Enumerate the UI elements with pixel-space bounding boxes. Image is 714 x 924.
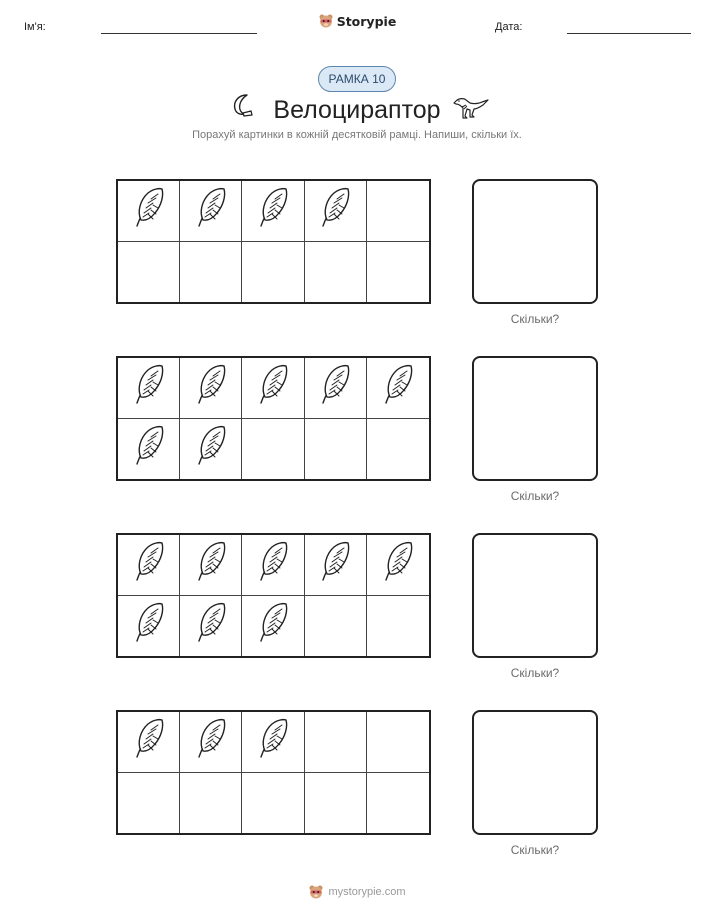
feather-icon <box>255 540 291 589</box>
answer-box-1[interactable] <box>472 179 598 304</box>
ten-frame-cell <box>305 773 367 834</box>
feather-icon <box>193 601 229 650</box>
storypie-bear-icon <box>308 884 324 900</box>
ten-frame-2 <box>116 356 431 481</box>
ten-frame-cell <box>305 535 367 596</box>
ten-frame-cell <box>180 596 242 657</box>
footer-website[interactable]: mystorypie.com <box>328 886 406 898</box>
ten-frame-cell <box>118 358 180 419</box>
ten-frame-cell <box>180 181 242 242</box>
brand-name: Storypie <box>336 13 397 29</box>
feather-icon <box>317 363 353 412</box>
feather-icon <box>317 540 353 589</box>
ten-frame-cell <box>118 596 180 657</box>
ten-frame-cell <box>118 419 180 480</box>
answer-label: Скільки? <box>510 489 560 503</box>
feather-icon <box>193 717 229 766</box>
feather-icon <box>131 540 167 589</box>
ten-frame-cell <box>305 419 367 480</box>
ten-frame-cell <box>367 712 429 773</box>
feather-icon <box>131 601 167 650</box>
ten-frame-cell <box>118 535 180 596</box>
ten-frame-cell <box>118 242 180 303</box>
answer-label: Скільки? <box>510 312 560 326</box>
feather-icon <box>193 424 229 473</box>
ten-frame-cell <box>242 358 304 419</box>
velociraptor-icon <box>452 92 490 120</box>
ten-frame-4 <box>116 710 431 835</box>
feather-icon <box>255 186 291 235</box>
frame-badge: РАМКА 10 <box>318 66 396 92</box>
ten-frame-3 <box>116 533 431 658</box>
feather-icon <box>131 424 167 473</box>
name-label: Ім'я: <box>24 21 46 33</box>
brand-logo <box>0 13 714 29</box>
answer-label: Скільки? <box>510 666 560 680</box>
answer-box-3[interactable] <box>472 533 598 658</box>
ten-frame-cell <box>242 596 304 657</box>
feather-icon <box>255 717 291 766</box>
ten-frame-cell <box>118 181 180 242</box>
ten-frame-cell <box>367 181 429 242</box>
answer-box-4[interactable] <box>472 710 598 835</box>
feather-icon <box>193 540 229 589</box>
ten-frame-cell <box>305 358 367 419</box>
ten-frame-cell <box>305 712 367 773</box>
ten-frame-cell <box>242 242 304 303</box>
ten-frame-cell <box>305 181 367 242</box>
feather-icon <box>380 363 416 412</box>
instructions: Порахуй картинки в кожній десятковій рамці. Напиши, скільки їх. <box>192 129 522 141</box>
ten-frame-cell <box>367 535 429 596</box>
ten-frame-cell <box>242 181 304 242</box>
date-line[interactable] <box>567 33 691 34</box>
ten-frame-cell <box>118 712 180 773</box>
name-line[interactable] <box>101 33 257 34</box>
ten-frame-cell <box>242 535 304 596</box>
footer <box>0 884 714 900</box>
feather-icon <box>131 363 167 412</box>
answer-box-2[interactable] <box>472 356 598 481</box>
ten-frame-cell <box>180 242 242 303</box>
feather-icon <box>131 186 167 235</box>
ten-frame-cell <box>305 242 367 303</box>
feather-icon <box>131 717 167 766</box>
ten-frame-cell <box>180 773 242 834</box>
feather-icon <box>255 601 291 650</box>
ten-frame-1 <box>116 179 431 304</box>
ten-frame-cell <box>367 773 429 834</box>
ten-frame-cell <box>118 773 180 834</box>
ten-frame-cell <box>242 773 304 834</box>
ten-frame-cell <box>305 596 367 657</box>
feather-icon <box>380 540 416 589</box>
feather-icon <box>193 363 229 412</box>
worksheet-title: Велоцираптор <box>273 96 441 124</box>
feather-icon <box>193 186 229 235</box>
ten-frame-cell <box>367 419 429 480</box>
ten-frame-cell <box>180 358 242 419</box>
ten-frame-cell <box>367 596 429 657</box>
storypie-bear-icon <box>318 13 334 29</box>
ten-frame-cell <box>180 712 242 773</box>
feather-icon <box>255 363 291 412</box>
ten-frame-cell <box>242 712 304 773</box>
answer-label: Скільки? <box>510 843 560 857</box>
ten-frame-cell <box>180 419 242 480</box>
date-label: Дата: <box>495 21 523 33</box>
ten-frame-cell <box>367 358 429 419</box>
ten-frame-cell <box>367 242 429 303</box>
ten-frame-cell <box>180 535 242 596</box>
ten-frame-cell <box>242 419 304 480</box>
feather-icon <box>317 186 353 235</box>
